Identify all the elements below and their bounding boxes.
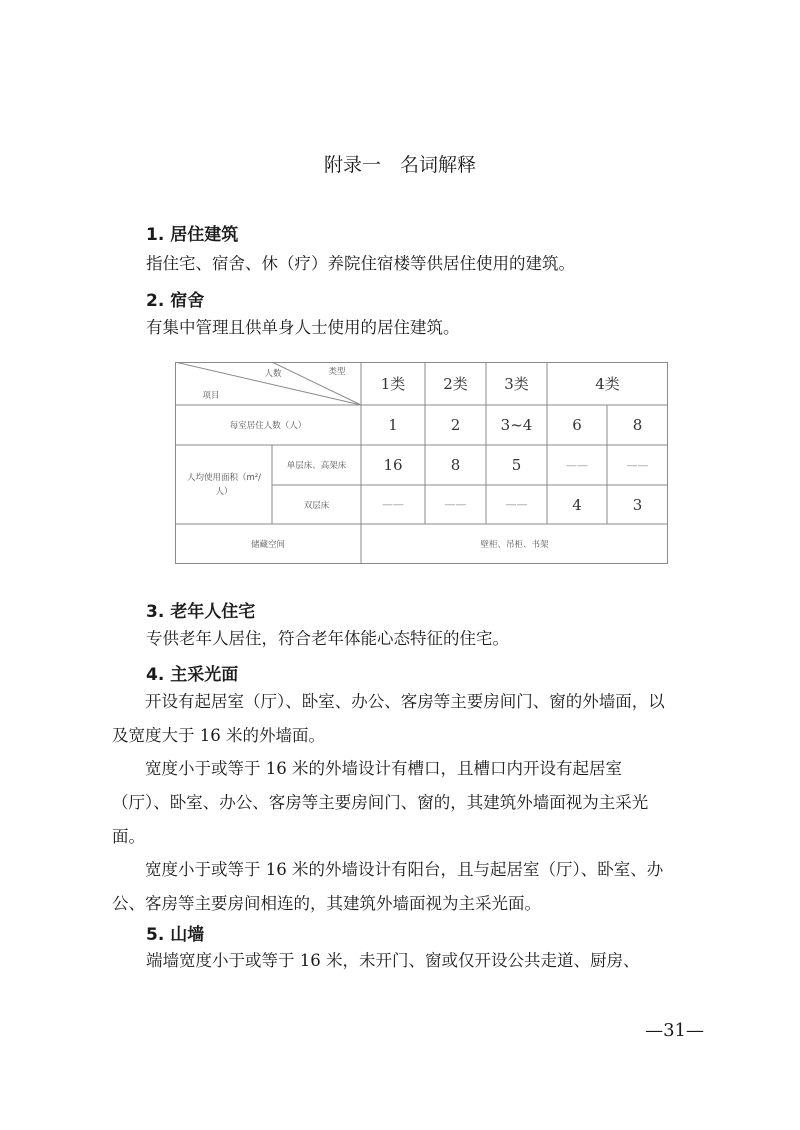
table-cell: 16 <box>383 456 403 474</box>
table-cell: 1 <box>388 416 398 434</box>
type-header-3: 3类 <box>504 375 529 393</box>
section-heading: 4. 主采光面 <box>146 665 239 685</box>
table-cell: 6 <box>572 416 582 434</box>
row-label-area: 人均使用面积（m²/人） <box>186 473 262 497</box>
table-cell: 4 <box>572 495 582 514</box>
section-paragraph: 宽度小于或等于 16 米的外墙设计有阳台，且与起居室（厅）、卧室、办公、客房等主要房间相连的，其建筑外墙面视为主采光面。 <box>112 860 664 913</box>
table-cell-dash: —— <box>626 458 649 472</box>
section-heading: 2. 宿舍 <box>146 291 205 311</box>
table-cell-dash: —— <box>505 498 528 511</box>
header-label-type: 类型 <box>328 367 346 377</box>
row-label-bunk-bed: 双层床 <box>303 500 330 511</box>
type-header-1: 1类 <box>380 375 406 393</box>
type-header-4: 4类 <box>595 375 620 393</box>
table-cell-dash: —— <box>444 498 467 511</box>
table-cell: 8 <box>450 456 461 474</box>
table-cell: 5 <box>511 456 522 474</box>
table-cell-dash: —— <box>382 498 404 511</box>
page-number: —31— <box>645 1020 704 1041</box>
section-paragraph: 端墙宽度小于或等于 16 米，未开门、窗或仅开设公共走道、厨房、 <box>146 951 640 970</box>
section-paragraph: 专供老年人居住，符合老年体能心态特征的住宅。 <box>146 629 509 648</box>
section-heading: 3. 老年人住宅 <box>146 602 256 622</box>
header-label-people: 人数 <box>264 369 282 379</box>
section-paragraph: 指住宅、宿舍、休（疗）养院住宿楼等供居住使用的建筑。 <box>146 254 575 273</box>
table-cell: 3 <box>632 495 643 514</box>
row-label-residents: 每室居住人数（人） <box>229 421 307 431</box>
page-title: 附录一 名词解释 <box>323 154 476 176</box>
row-label-storage: 储藏空间 <box>250 540 285 550</box>
section-paragraph: 开设有起居室（厅）、卧室、办公、客房等主要房间门、窗的外墙面，以及宽度大于 16 米的外墙面。 <box>112 692 665 745</box>
row-label-single-bed: 单层床、高架床 <box>286 461 347 471</box>
section-heading: 5. 山墙 <box>146 925 205 945</box>
section-paragraph: 宽度小于或等于 16 米的外墙设计有槽口，且槽口内开设有起居室（厅）、卧室、办公、客房等主要房间门、窗的，其建筑外墙面视为主采光面。 <box>112 759 649 846</box>
table-cell: 3~4 <box>500 416 533 434</box>
section-heading: 1. 居住建筑 <box>146 225 239 245</box>
section-paragraph: 有集中管理且供单身人士使用的居住建筑。 <box>146 318 460 337</box>
table-cell-storage: 壁柜、吊柜、书架 <box>480 540 549 550</box>
dormitory-table <box>175 362 668 564</box>
header-label-item: 项目 <box>202 391 220 401</box>
table-cell-dash: —— <box>566 458 588 472</box>
type-header-2: 2类 <box>443 375 468 393</box>
table-cell: 2 <box>450 416 461 434</box>
table-cell: 8 <box>632 416 643 434</box>
